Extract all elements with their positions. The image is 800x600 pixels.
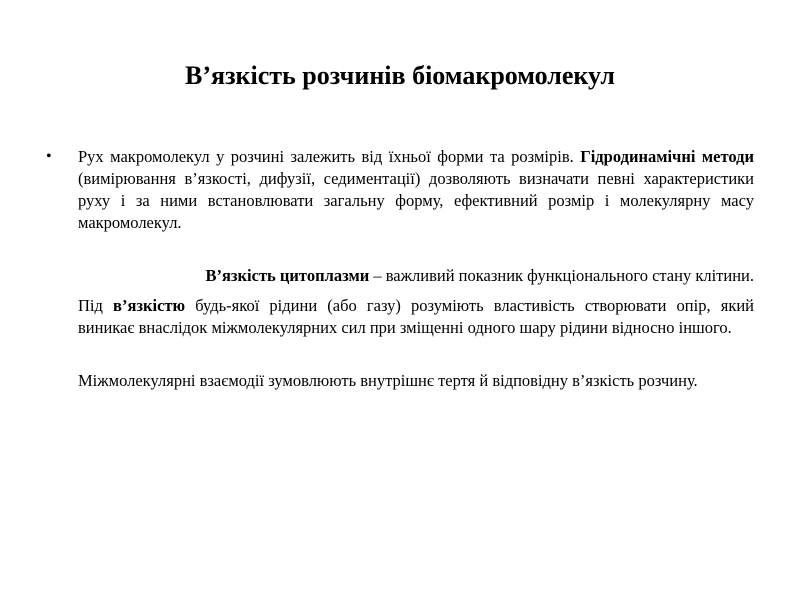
p2-text-a: – важливий показник функціонального стану клітини.	[369, 266, 754, 285]
paragraph-viscosity-definition	[78, 295, 754, 339]
p1-text-a: Рух макромолекул у розчині залежить від їхньої форми та розмірів.	[78, 147, 581, 166]
p4-text-a: Міжмолекулярні взаємодії зумовлюють внутрішнє тертя й відповідну в’язкість розчину.	[78, 371, 698, 390]
p3-text-a: Під	[78, 296, 114, 315]
slide-content	[46, 146, 754, 392]
p3-text-b: будь-якої рідини (або газу) розуміють властивість створювати опір, який виникає внаслідок міжмолекулярних сил при зміщенні одного шару рідини відносно іншого.	[78, 296, 754, 337]
p1-bold-term: Гідродинамічні методи	[580, 147, 754, 166]
p2-bold-term: В’язкість цитоплазми	[205, 266, 370, 285]
slide-title: В’язкість розчинів біомакромолекул	[185, 61, 615, 90]
p1-text-b: (вимірювання в’язкості, дифузії, седиментації) дозволяють визначати певні характеристики руху і за ними встановлювати загальну форму, ефективний розмір і молекулярну масу макромолекул.	[78, 169, 754, 232]
p3-bold-term: в’язкістю	[113, 296, 186, 315]
paragraph-intermolecular-interactions	[78, 370, 754, 392]
paragraph-cytoplasm-viscosity	[78, 265, 754, 287]
paragraph-hydrodynamic-methods	[46, 146, 754, 234]
bullet-icon: •	[46, 148, 52, 165]
